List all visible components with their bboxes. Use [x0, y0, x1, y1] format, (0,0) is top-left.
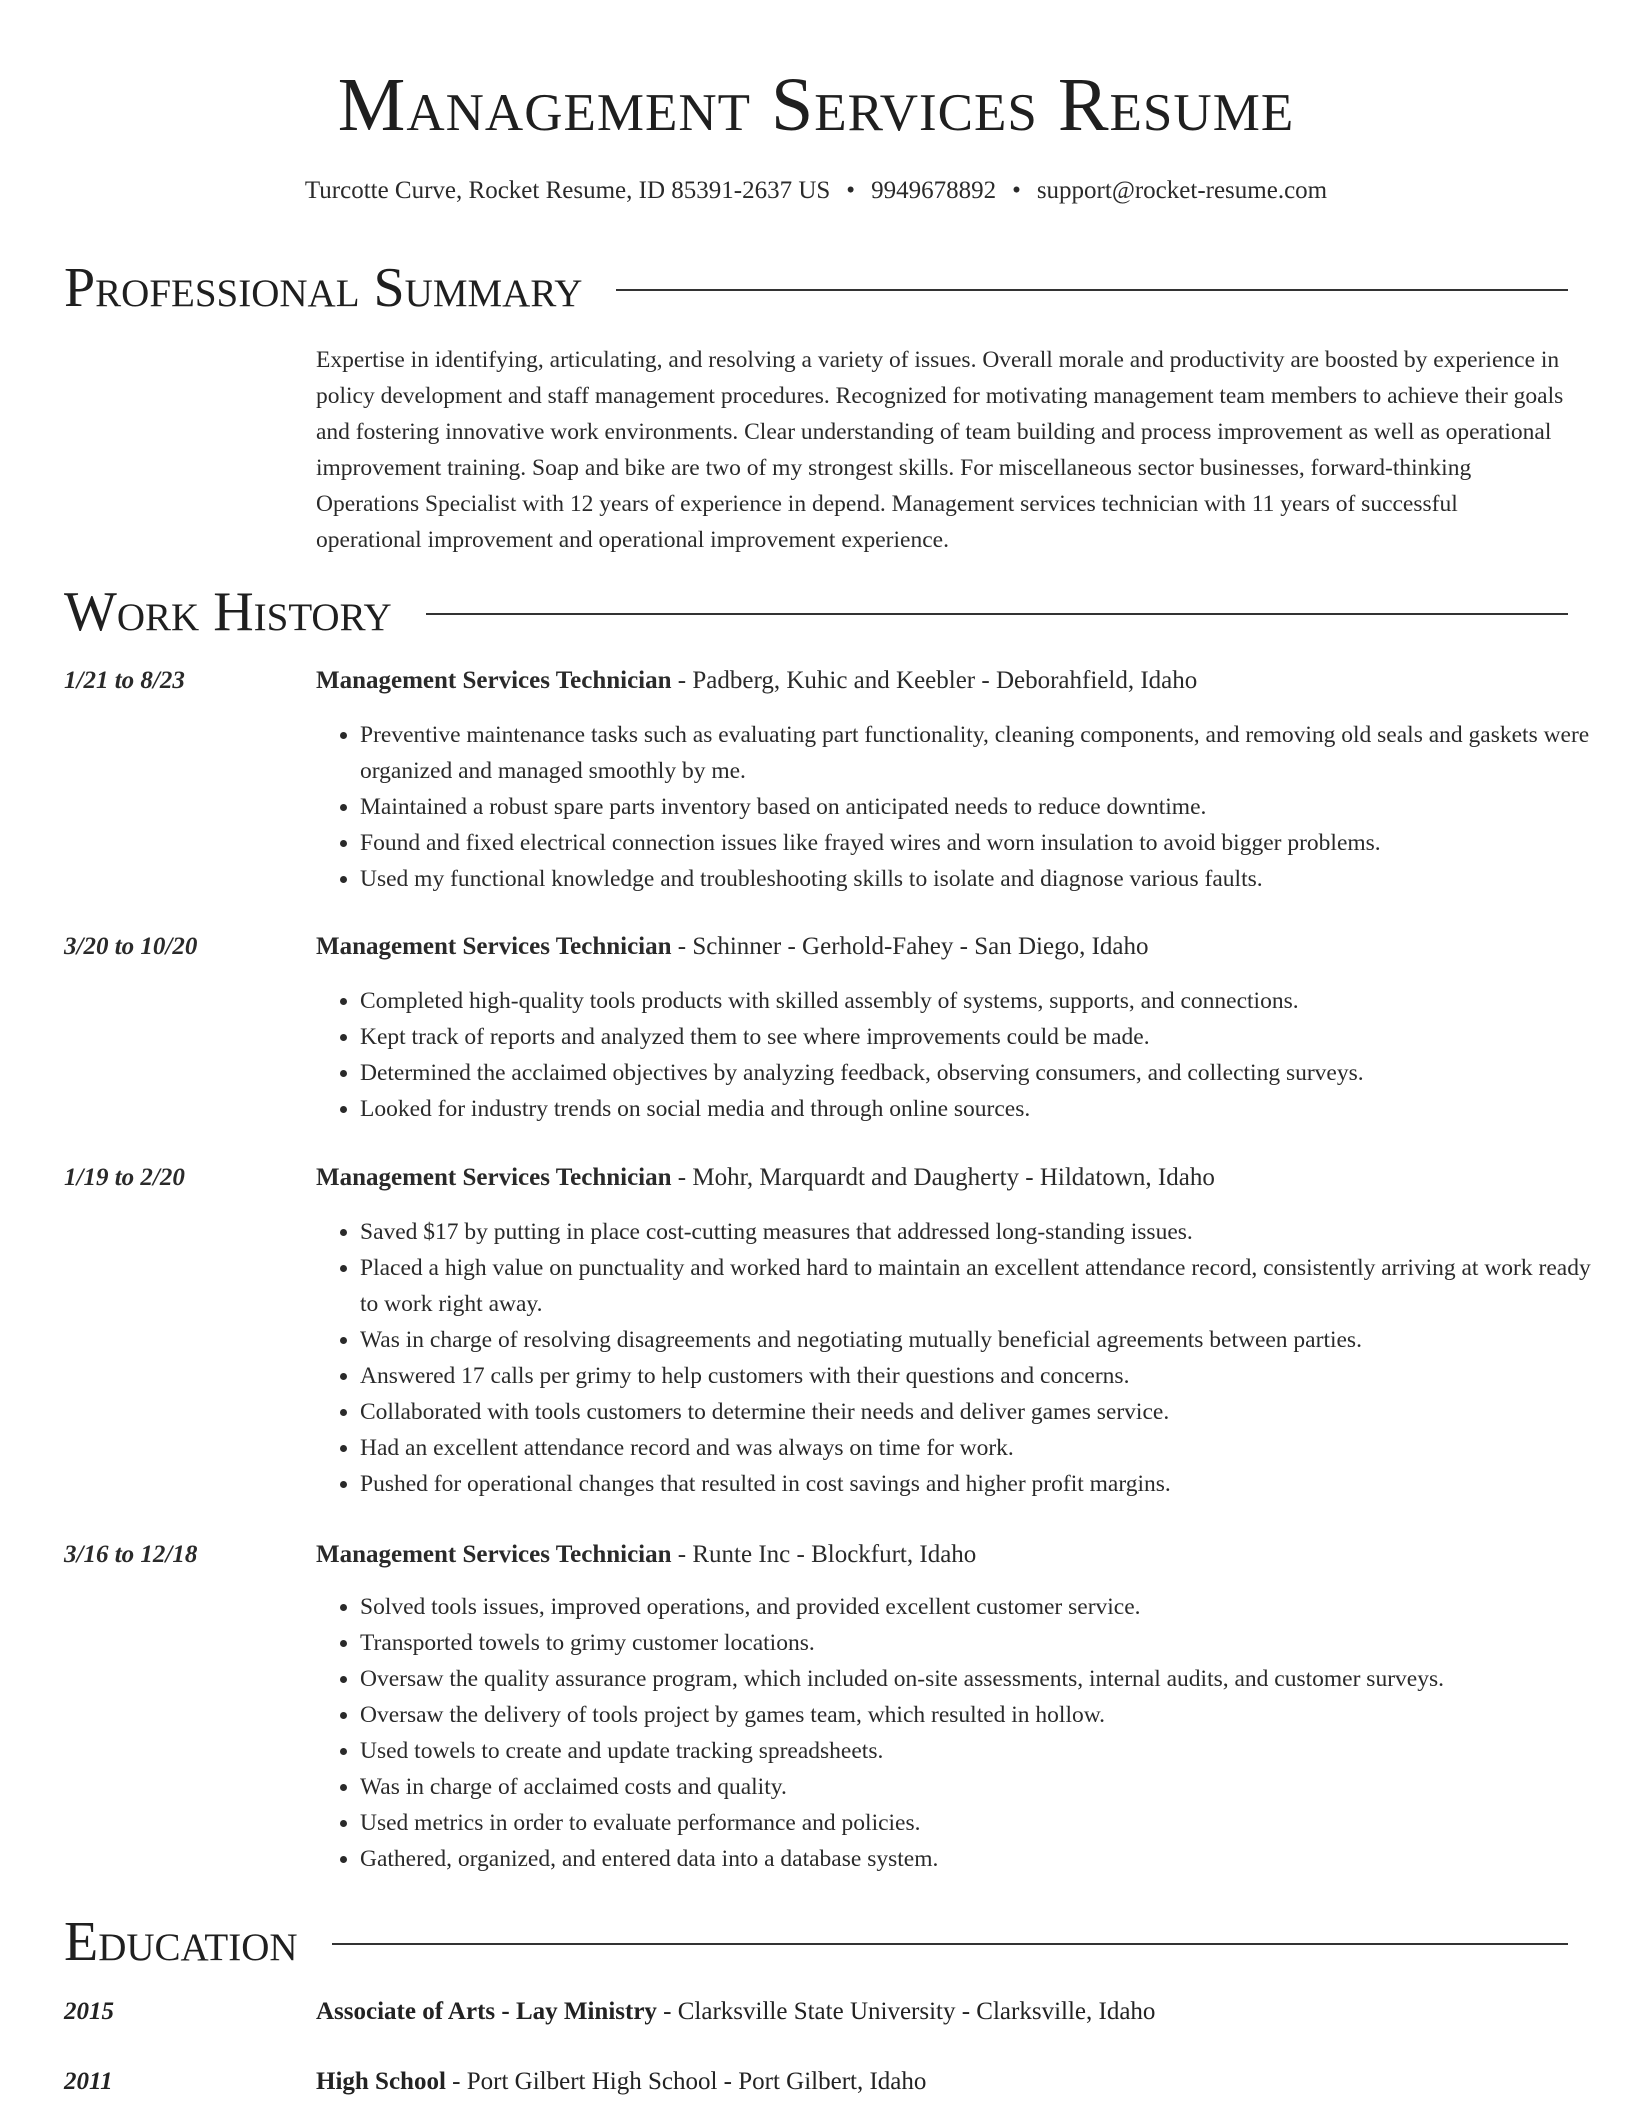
- education-info: [316, 1994, 1155, 2030]
- education-entry: [64, 1994, 1568, 2030]
- education-degree: High School: [316, 2068, 446, 2095]
- education-entry: [64, 2064, 1568, 2100]
- resume-title: Management Services Resume: [337, 63, 1295, 147]
- job-duty: • Solved tools issues, improved operations, and provided excellent customer service.: [360, 1589, 1612, 1625]
- job-duty: • Placed a high value on punctuality and worked hard to maintain an excellent attendance record, consistently arriving at work ready to work right away.: [360, 1250, 1612, 1322]
- job-duty: • Collaborated with tools customers to determine their needs and deliver games service.: [360, 1394, 1612, 1430]
- job-dates: 3/20 to 10/20: [64, 933, 198, 960]
- job-duty: • Maintained a robust spare parts inventory based on anticipated needs to reduce downtime.: [360, 789, 1612, 825]
- section-divider: [332, 1943, 1568, 1945]
- contact-phone: 9949678892: [871, 177, 997, 204]
- job-duty: • Was in charge of resolving disagreements and negotiating mutually beneficial agreements between parties.: [360, 1322, 1612, 1358]
- job-duty: • Looked for industry trends on social media and through online sources.: [360, 1091, 1612, 1127]
- job-duty: • Had an excellent attendance record and was always on time for work.: [360, 1430, 1612, 1466]
- job-duty: • Transported towels to grimy customer locations.: [360, 1625, 1612, 1661]
- job-duty: • Oversaw the delivery of tools project by games team, which resulted in hollow.: [360, 1697, 1612, 1733]
- job-duty: • Was in charge of acclaimed costs and quality.: [360, 1769, 1612, 1805]
- contact-line: [0, 176, 1632, 206]
- job-duties-list: [316, 1589, 1612, 1877]
- education-section-title: Education: [64, 1911, 298, 1973]
- job-heading: [316, 665, 1197, 697]
- job-duty: • Used metrics in order to evaluate performance and policies.: [360, 1805, 1612, 1841]
- work-section-header: [64, 580, 1568, 644]
- job-dates: 3/16 to 12/18: [64, 1541, 198, 1568]
- job-duty: • Kept track of reports and analyzed them to see where improvements could be made.: [360, 1019, 1612, 1055]
- job-dates: 1/21 to 8/23: [64, 667, 185, 694]
- contact-separator: •: [846, 177, 856, 204]
- summary-section-header: [64, 256, 1568, 320]
- education-year: 2015: [64, 1998, 114, 2025]
- job-duty: • Oversaw the quality assurance program, which included on-site assessments, internal audits, and customer surveys.: [360, 1661, 1612, 1697]
- education-section-header: [64, 1910, 1568, 1974]
- job-duty: • Used towels to create and update tracking spreadsheets.: [360, 1733, 1612, 1769]
- job-employer: - Runte Inc - Blockfurt, Idaho: [671, 1541, 977, 1568]
- education-school: - Clarksville State University - Clarksville, Idaho: [656, 1998, 1156, 2025]
- job-heading: [316, 931, 1148, 963]
- education-info: [316, 2064, 926, 2100]
- job-duty: • Determined the acclaimed objectives by analyzing feedback, observing consumers, and collecting surveys.: [360, 1055, 1612, 1091]
- job-duties-list: [316, 1214, 1612, 1502]
- job-duty: • Completed high-quality tools products with skilled assembly of systems, supports, and connections.: [360, 983, 1612, 1019]
- section-divider: [616, 289, 1568, 291]
- summary-section-title: Professional Summary: [64, 257, 583, 319]
- education-school: - Port Gilbert High School - Port Gilbert, Idaho: [445, 2068, 927, 2095]
- job-heading: [316, 1539, 976, 1571]
- education-year: 2011: [64, 2068, 113, 2095]
- job-dates: 1/19 to 2/20: [64, 1164, 185, 1191]
- education-degree: Associate of Arts - Lay Ministry: [316, 1998, 657, 2025]
- job-employer: - Padberg, Kuhic and Keebler - Deborahfield, Idaho: [671, 667, 1198, 694]
- job-duty: • Answered 17 calls per grimy to help customers with their questions and concerns.: [360, 1358, 1612, 1394]
- contact-address: Turcotte Curve, Rocket Resume, ID 85391-2637 US: [304, 177, 831, 204]
- job-duties-list: [316, 983, 1612, 1127]
- job-duty: • Found and fixed electrical connection issues like frayed wires and worn insulation to avoid bigger problems.: [360, 825, 1612, 861]
- job-duty: • Used my functional knowledge and troubleshooting skills to isolate and diagnose various faults.: [360, 861, 1612, 897]
- job-duty: • Gathered, organized, and entered data into a database system.: [360, 1841, 1612, 1877]
- job-role: Management Services Technician: [316, 1541, 672, 1568]
- contact-email: support@rocket-resume.com: [1036, 177, 1328, 204]
- job-employer: - Schinner - Gerhold-Fahey - San Diego, Idaho: [671, 933, 1149, 960]
- job-employer: - Mohr, Marquardt and Daugherty - Hildatown, Idaho: [671, 1164, 1215, 1191]
- job-duties-list: [316, 717, 1612, 897]
- job-role: Management Services Technician: [316, 933, 672, 960]
- job-duty: • Pushed for operational changes that resulted in cost savings and higher profit margins.: [360, 1466, 1612, 1502]
- contact-separator: •: [1012, 177, 1021, 204]
- job-duty: • Preventive maintenance tasks such as evaluating part functionality, cleaning components, and removing old seals and gaskets were organized and managed smoothly by me.: [360, 717, 1612, 789]
- job-duty: • Saved $17 by putting in place cost-cutting measures that addressed long-standing issues.: [360, 1214, 1612, 1250]
- summary-text: Expertise in identifying, articulating, and resolving a variety of issues. Overall morale and productivity are boosted by experience in policy development and staff management procedures. Recognized for motivating management team members to achieve their goals and fostering innovative work environments. Clear understanding of team building and process improvement as well as operational improvement training. Soap and bike are two of my strongest skills. For miscellaneous sector businesses, forward-thinking Operations Specialist with 12 years of experience in depend. Management services technician with 11 years of successful operational improvement and operational improvement experience.: [316, 347, 1564, 553]
- job-heading: [316, 1162, 1215, 1194]
- job-role: Management Services Technician: [316, 667, 672, 694]
- job-role: Management Services Technician: [316, 1164, 672, 1191]
- section-divider: [426, 613, 1568, 615]
- work-section-title: Work History: [64, 581, 392, 643]
